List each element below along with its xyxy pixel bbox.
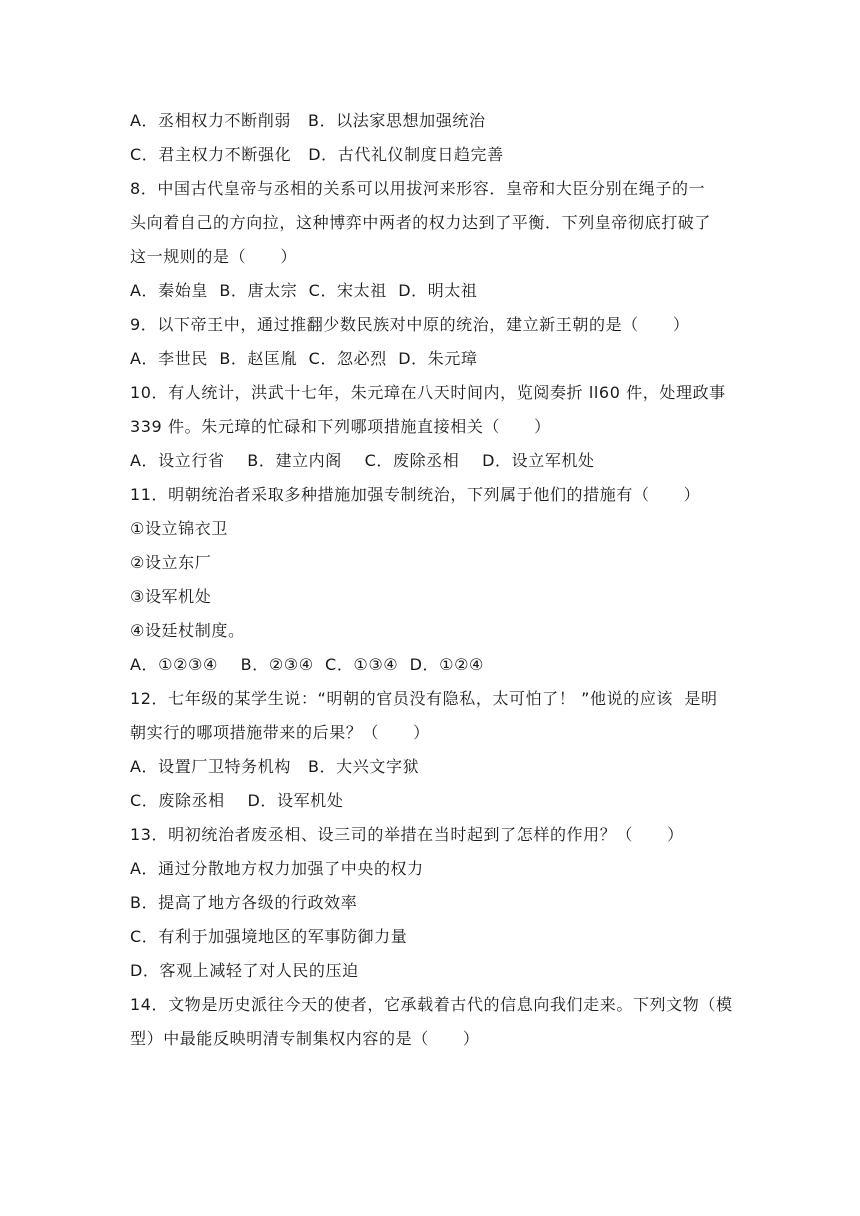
q13-option-a: A．通过分散地方权力加强了中央的权力	[130, 859, 424, 878]
q9-stem: 9．以下帝王中，通过推翻少数民族对中原的统治，建立新王朝的是（ ）	[130, 315, 690, 334]
q10-stem-line-1: 10．有人统计，洪武十七年，朱元璋在八天时间内，览阅奏折 ll60 件，处理政事	[130, 383, 726, 402]
q11-item-1: ①设立锦衣卫	[130, 519, 228, 538]
q10-options: A．设立行省 B．建立内阁 C．废除丞相 D．设立军机处	[130, 451, 595, 470]
q14-stem-line-2: 型）中最能反映明清专制集权内容的是（ ）	[130, 1029, 480, 1048]
q9-options: A．李世民 B．赵匡胤 C．忽必烈 D．朱元璋	[130, 349, 478, 368]
q8-options: A．秦始皇 B．唐太宗 C．宋太祖 D．明太祖	[130, 281, 478, 300]
q11-stem: 11．明朝统治者采取多种措施加强专制统治，下列属于他们的措施有（ ）	[130, 485, 701, 504]
q13-option-c: C．有利于加强境地区的军事防御力量	[130, 927, 408, 946]
q11-options: A．①②③④ B．②③④ C．①③④ D．①②④	[130, 655, 484, 674]
q12-options-ab: A．设置厂卫特务机构 B．大兴文字狱	[130, 757, 420, 776]
q12-stem-line-2: 朝实行的哪项措施带来的后果？（ ）	[130, 723, 430, 742]
q7-options-ab: A．丞相权力不断削弱 B．以法家思想加强统治	[130, 111, 486, 130]
q13-stem: 13．明初统治者废丞相、设三司的举措在当时起到了怎样的作用？（ ）	[130, 825, 684, 844]
q8-stem-line-2: 头向着自己的方向拉，这种博弈中两者的权力达到了平衡．下列皇帝彻底打破了	[130, 213, 712, 232]
q11-item-4: ④设廷杖制度。	[130, 621, 245, 640]
q12-stem-line-1: 12．七年级的某学生说：“明朝的官员没有隐私，太可怕了！ ”他说的应该 是明	[130, 689, 718, 708]
q13-option-d: D．客观上减轻了对人民的压迫	[130, 961, 359, 980]
q12-options-cd: C．废除丞相 D．设军机处	[130, 791, 344, 810]
q13-option-b: B．提高了地方各级的行政效率	[130, 893, 358, 912]
q8-stem-line-3: 这一规则的是（ ）	[130, 247, 297, 266]
q11-item-2: ②设立东厂	[130, 553, 212, 572]
q8-stem-line-1: 8．中国古代皇帝与丞相的关系可以用拔河来形容．皇帝和大臣分别在绳子的一	[130, 179, 706, 198]
q14-stem-line-1: 14．文物是历史派往今天的使者，它承载着古代的信息向我们走来。下列文物（模	[130, 995, 733, 1014]
q10-stem-line-2: 339 件。朱元璋的忙碌和下列哪项措施直接相关（ ）	[130, 417, 551, 436]
q11-item-3: ③设军机处	[130, 587, 212, 606]
q7-options-cd: C．君主权力不断强化 D．古代礼仪制度日趋完善	[130, 145, 504, 164]
